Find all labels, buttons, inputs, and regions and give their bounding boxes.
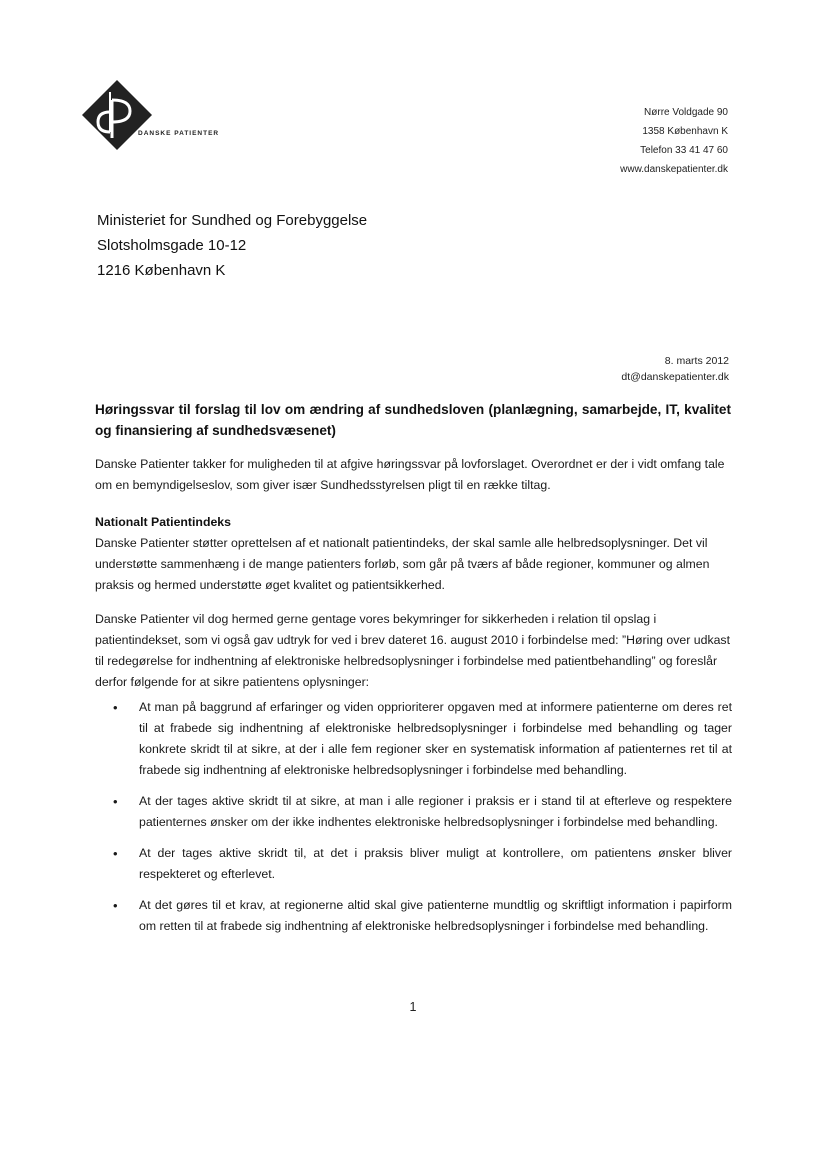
- sender-street: Nørre Voldgade 90: [644, 107, 728, 118]
- section-paragraph-2: Danske Patienter vil dog hermed gerne gentage vores bekymringer for sikkerheden i relation til opslag i patientindekset, som vi også gav udtryk for ved i brev dateret 16. august 2010 i forbindelse med: ”Høring over udkast til redegørelse for indhentning af elektroniske helbredsoplysninger i forbindelse med patientbehandling” og foreslår derfor følgende for at sikre patientens oplysninger:: [95, 612, 730, 689]
- section-paragraph-1: Danske Patienter støtter oprettelsen af et nationalt patientindeks, der skal samle alle helbredsoplysninger. Det vil understøtte sammenhæng i de mange patienters forløb, som går på tværs af både regioner, kommuner og almen praksis og hermed understøtte øget kvalitet og patientsikkerhed.: [95, 536, 710, 592]
- page-number: 1: [409, 1000, 417, 1014]
- sender-city: 1358 København K: [642, 126, 728, 137]
- sender-web: www.danskepatienter.dk: [620, 164, 728, 175]
- letter-date: 8. marts 2012: [664, 355, 729, 367]
- list-item-text: At det gøres til et krav, at regionerne altid skal give patienterne mundtlig og skriftligt information i papirform om retten til at frabede sig indhentning af elektroniske helbredsoplysninger i forbindelse med behandling.: [139, 898, 732, 933]
- sender-address: [620, 103, 728, 179]
- contact-email: dt@danskepatienter.dk: [621, 371, 729, 383]
- list-item: [112, 843, 732, 885]
- recipient-line-1: Ministeriet for Sundhed og Forebyggelse: [97, 212, 368, 229]
- recipient-line-2: Slotsholmsgade 10-12: [97, 237, 247, 254]
- bullet-icon: •: [113, 846, 118, 861]
- logo: [80, 78, 230, 152]
- date-block: [621, 353, 729, 385]
- list-item: [112, 697, 732, 781]
- dp-diamond-logo-icon: [80, 78, 154, 152]
- list-item: [112, 895, 732, 937]
- list-item: [112, 791, 732, 833]
- recipient-address: [97, 208, 367, 283]
- recipient-line-3: 1216 København K: [97, 262, 226, 279]
- list-item-text: At der tages aktive skridt til at sikre, at man i alle regioner i praksis er i stand til at efterleve og respektere patienternes ønsker om der ikke indhentes elektroniske helbredsoplysninger i forbindelse med behandling.: [139, 794, 732, 829]
- logo-wordmark: DANSKE PATIENTER: [138, 130, 220, 137]
- letter-subject: Høringssvar til forslag til lov om ændring af sundhedsloven (planlægning, samarbejde, IT, kvalitet og finansiering af sundhedsvæsenet): [95, 402, 731, 438]
- list-item-text: At man på baggrund af erfaringer og viden opprioriterer opgaven med at informere patienterne om deres ret til at frabede sig indhentning af elektroniske helbredsoplysninger i forbindelse med behandling og tager konkrete skridt til at sikre, at der i alle fem regioner sker en systematisk information af patienternes ret til at frabede sig indhentning af elektroniske helbredsoplysninger i forbindelse med behandling.: [139, 700, 732, 777]
- bullet-icon: •: [113, 794, 118, 809]
- section-heading: Nationalt Patientindeks: [95, 515, 231, 529]
- recommendation-list: [112, 697, 732, 947]
- bullet-icon: •: [113, 700, 118, 715]
- intro-paragraph: Danske Patienter takker for muligheden til at afgive høringssvar på lovforslaget. Overordnet er der i vidt omfang tale om en bemyndigelseslov, som giver især Sundhedsstyrelsen pligt til en række tiltag.: [95, 457, 725, 492]
- bullet-icon: •: [113, 898, 118, 913]
- list-item-text: At der tages aktive skridt til, at det i praksis bliver muligt at kontrollere, om patientens ønsker bliver respekteret og efterlevet.: [139, 846, 732, 881]
- sender-phone: Telefon 33 41 47 60: [640, 145, 728, 156]
